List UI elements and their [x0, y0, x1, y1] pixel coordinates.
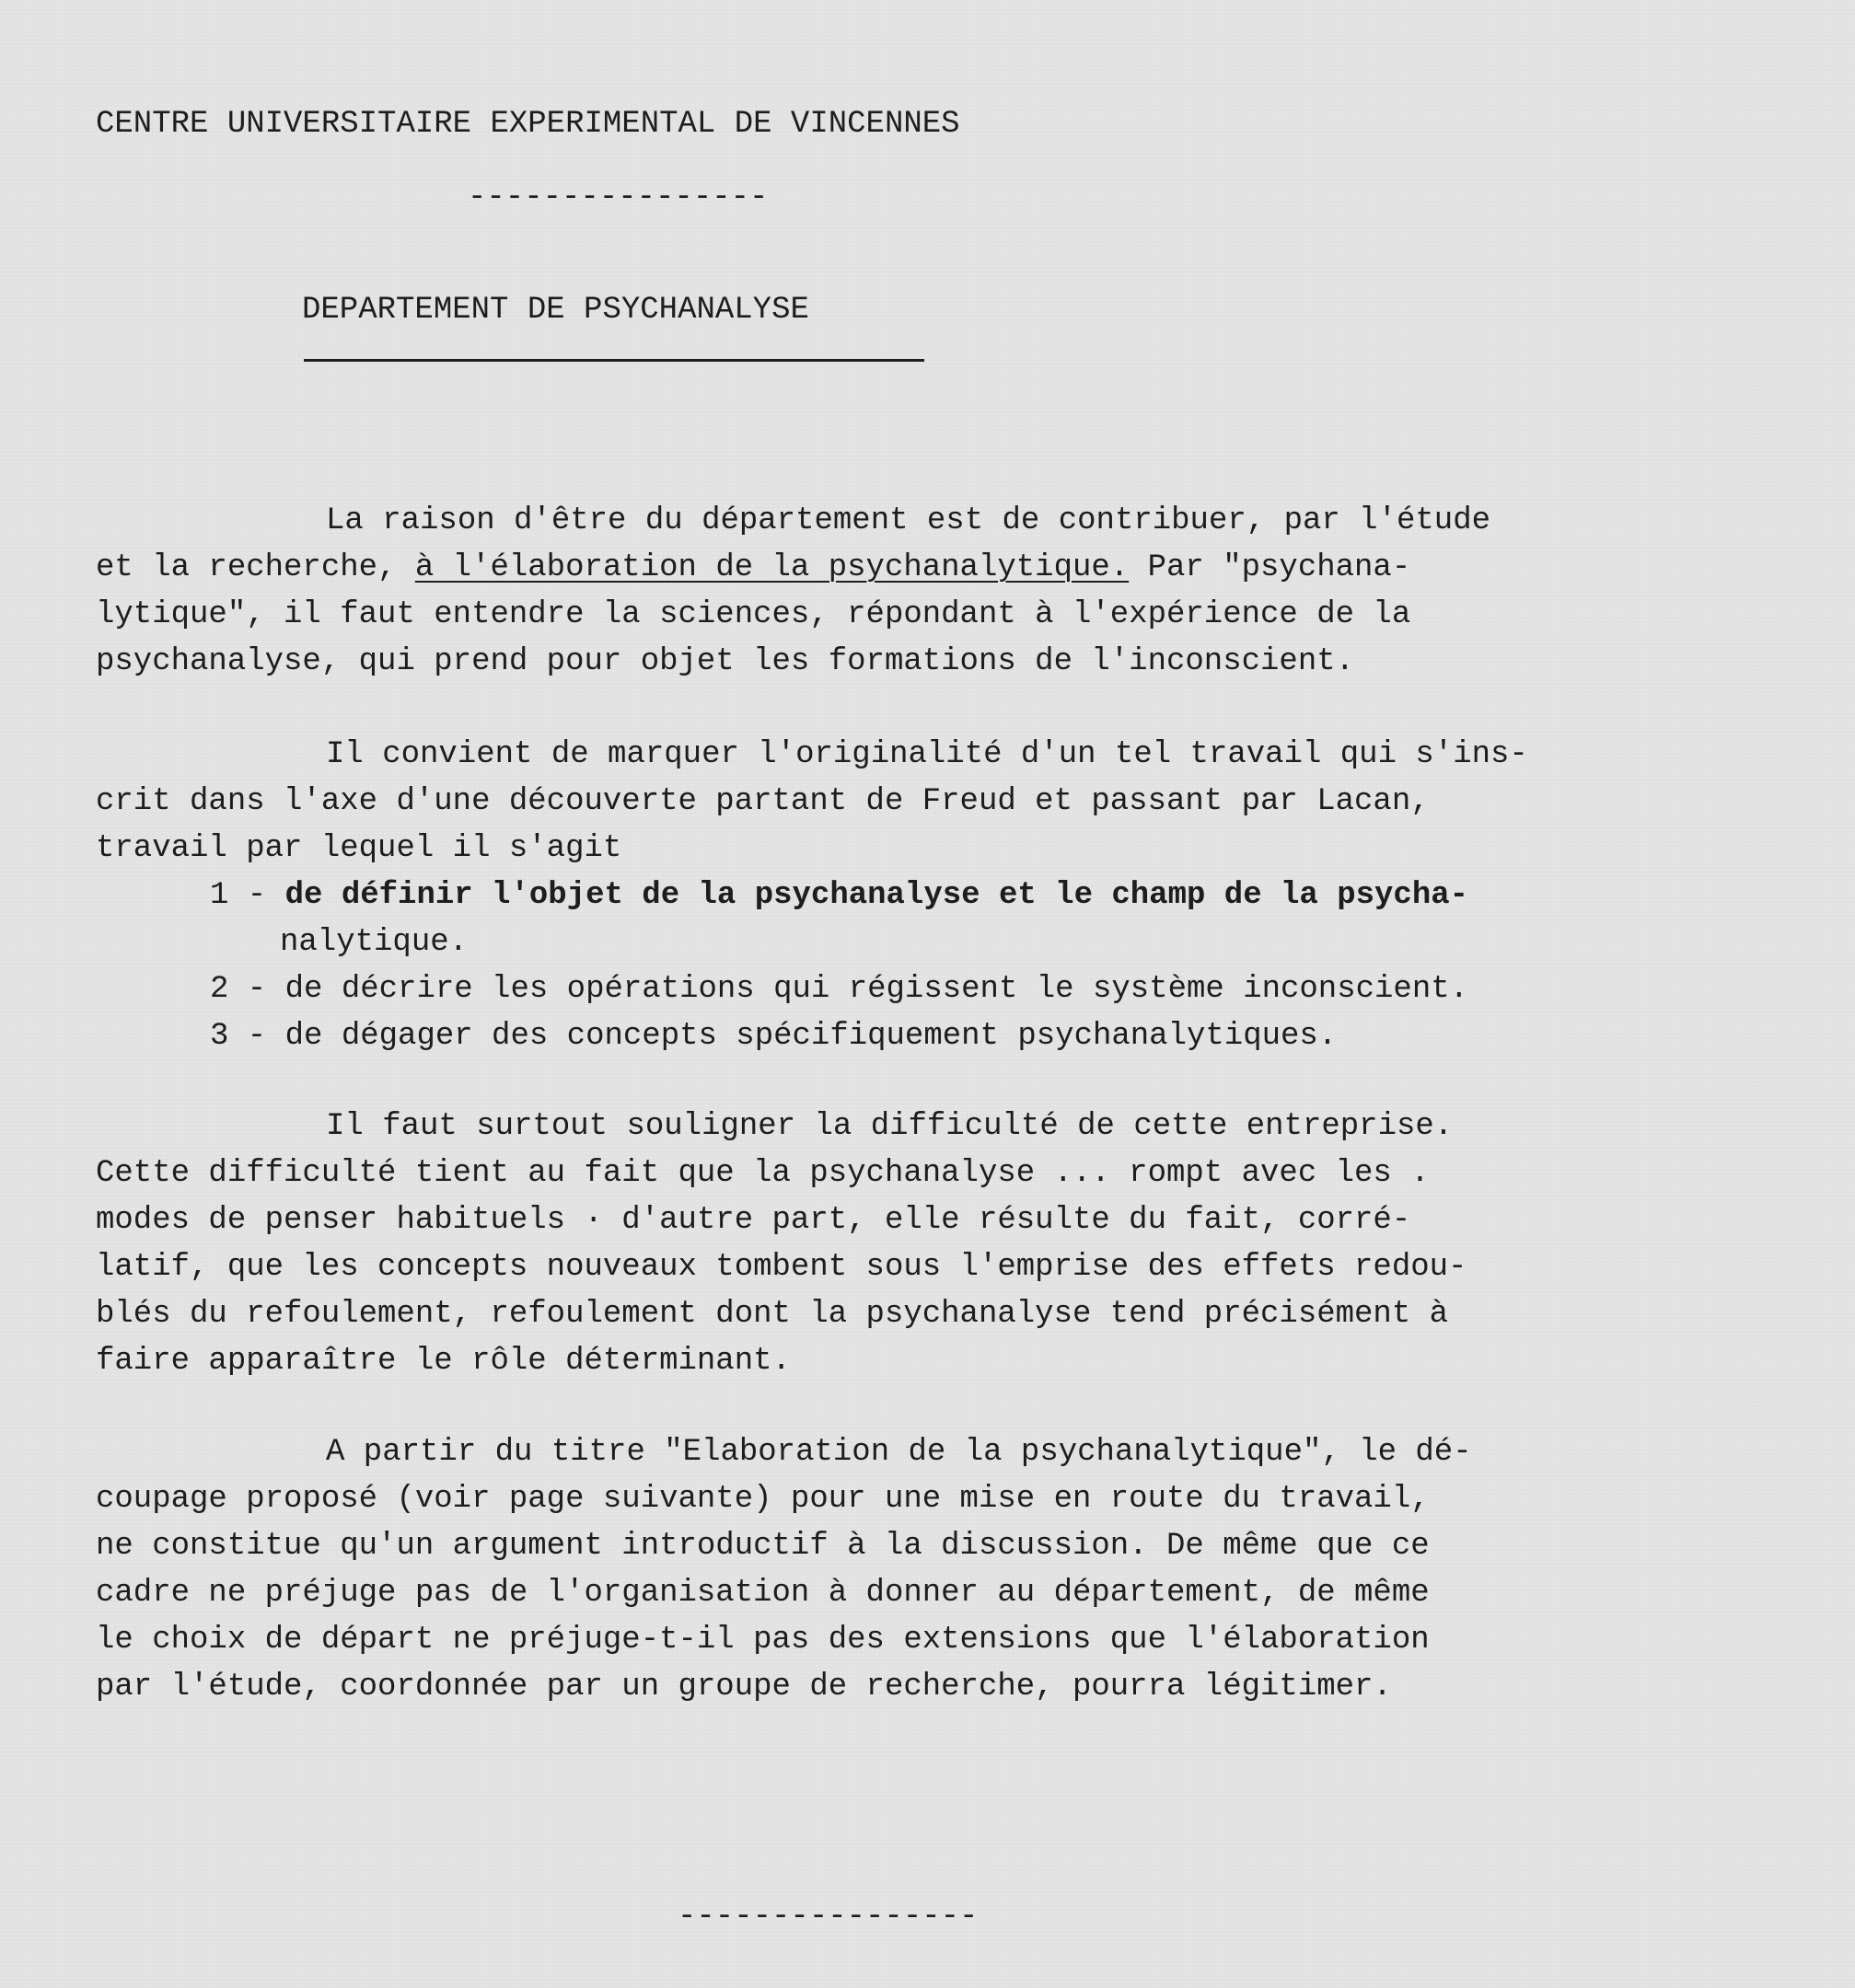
text-line: cadre ne préjuge pas de l'organisation à donner au département, de même [96, 1576, 1430, 1611]
department-title-underline [304, 359, 924, 362]
text-line: lytique", il faut entendre la sciences, répondant à l'expérience de la [96, 597, 1411, 632]
text-line: latif, que les concepts nouveaux tombent sous l'emprise des effets redou- [96, 1250, 1467, 1285]
paragraph-1 [96, 498, 1826, 686]
text-line: Cette difficulté tient au fait que la psychanalyse ... rompt avec les . [96, 1156, 1430, 1191]
list-item-text: de dégager des concepts spécifiquement psychanalytiques. [284, 1019, 1338, 1054]
list-number: 3 - [210, 1019, 285, 1054]
separator-dashes-top: ---------------- [468, 180, 769, 215]
text-line: faire apparaître le rôle déterminant. [96, 1344, 791, 1379]
text-span: Par "psychana- [1129, 550, 1411, 585]
text-line: par l'étude, coordonnée par un groupe de recherche, pourra légitimer. [96, 1670, 1392, 1705]
text-line: La raison d'être du département est de contribuer, par l'étude [326, 503, 1491, 538]
list-item-text: de décrire les opérations qui régissent le système inconscient. [284, 972, 1469, 1007]
paragraph-4 [96, 1429, 1826, 1711]
list-item [96, 1013, 1826, 1060]
list-item [96, 966, 1826, 1013]
text-line: Il faut surtout souligner la difficulté de cette entreprise. [326, 1109, 1454, 1144]
text-line: travail par lequel il s'agit [96, 831, 622, 866]
list-item-continuation: nalytique. [280, 925, 469, 960]
separator-dashes-bottom: ---------------- [678, 1900, 979, 1935]
text-span: et la recherche, [96, 550, 415, 585]
text-line: le choix de départ ne préjuge-t-il pas des extensions que l'élaboration [96, 1623, 1430, 1658]
paragraph-3 [96, 1104, 1826, 1385]
paragraph-2 [96, 732, 1826, 873]
text-line: psychanalyse, qui prend pour objet les formations de l'inconscient. [96, 644, 1355, 679]
list-item [96, 873, 1826, 919]
objectives-list [96, 873, 1826, 1060]
text-line: blés du refoulement, refoulement dont la psychanalyse tend précisément à [96, 1297, 1449, 1332]
institution-heading: CENTRE UNIVERSITAIRE EXPERIMENTAL DE VINCENNES [96, 107, 960, 142]
text-line: coupage proposé (voir page suivante) pour une mise en route du travail, [96, 1482, 1430, 1517]
text-line: ne constitue qu'un argument introductif à la discussion. De même que ce [96, 1529, 1430, 1564]
text-line: A partir du titre "Elaboration de la psychanalytique", le dé- [326, 1435, 1472, 1470]
list-number: 2 - [210, 972, 285, 1007]
underlined-phrase: à l'élaboration de la psychanalytique. [414, 550, 1130, 585]
list-item-text: de définir l'objet de la psychanalyse et le champ de la psycha- [284, 878, 1469, 913]
text-line: crit dans l'axe d'une découverte partant de Freud et passant par Lacan, [96, 784, 1430, 819]
text-line: Il convient de marquer l'originalité d'un tel travail qui s'ins- [326, 737, 1528, 772]
text-line [96, 545, 1826, 592]
department-title: DEPARTEMENT DE PSYCHANALYSE [302, 293, 809, 328]
list-number: 1 - [210, 878, 285, 913]
text-line: modes de penser habituels · d'autre part, elle résulte du fait, corré- [96, 1203, 1411, 1238]
